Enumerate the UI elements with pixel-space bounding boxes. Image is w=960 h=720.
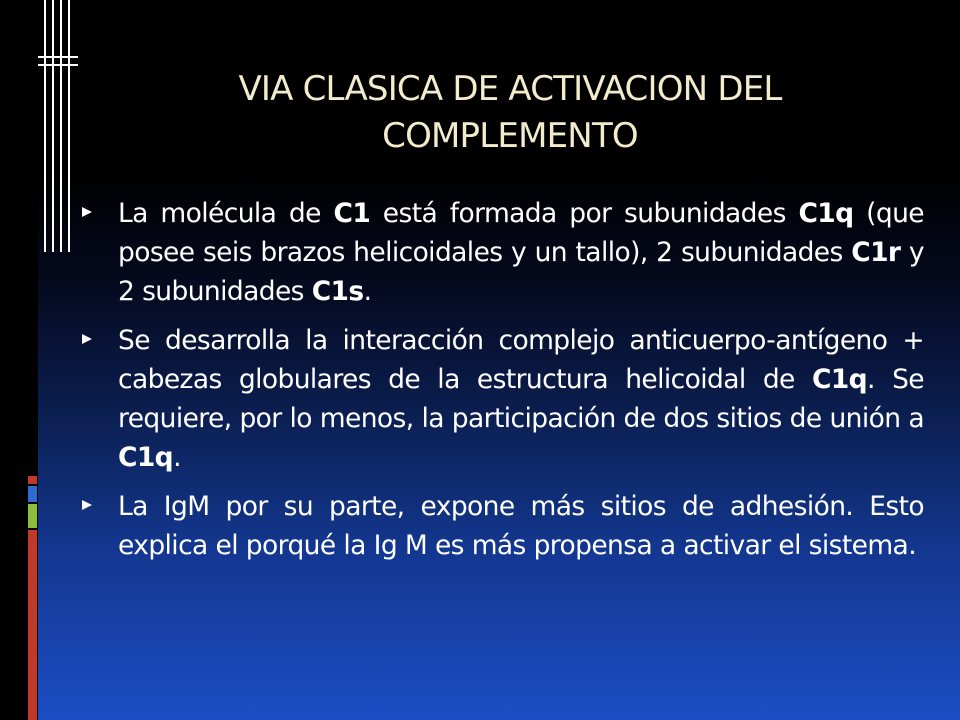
bullet-text — [118, 321, 924, 477]
text-run: y 2 subunidades — [118, 237, 924, 307]
text-run: está formada por subunidades — [370, 198, 799, 229]
accent-strip-red — [28, 530, 37, 720]
bold-term: C1q — [118, 442, 174, 473]
slide-title: VIA CLASICA DE ACTIVACION DEL COMPLEMENTO — [238, 69, 782, 156]
text-run: . Se requiere, por lo menos, la participación de dos sitios de unión a — [118, 364, 924, 434]
bullet-item — [82, 487, 924, 565]
accent-strip-red-top — [28, 476, 37, 484]
text-run: Se desarrolla la interacción complejo anticuerpo-antígeno + cabezas globulares de la estructura helicoidal de — [118, 325, 924, 395]
bold-term: C1q — [811, 364, 868, 395]
bold-term: C1r — [851, 237, 901, 268]
bold-term: C1s — [311, 276, 364, 307]
bold-term: C1q — [798, 198, 854, 229]
text-run: . — [363, 276, 372, 307]
bold-term: C1 — [333, 198, 371, 229]
bullet-marker-icon — [82, 207, 92, 217]
accent-strip-blue — [28, 486, 37, 502]
text-run: La molécula de — [118, 198, 334, 229]
text-run: (que posee seis brazos helicoidales y un tallo), 2 subunidades — [118, 198, 925, 268]
bullet-text — [118, 194, 924, 311]
bullet-item — [82, 194, 924, 311]
accent-strip-green — [28, 504, 37, 528]
bullet-item — [82, 321, 924, 477]
bullet-list — [82, 194, 924, 575]
bullet-text — [118, 487, 924, 565]
bullet-marker-icon — [82, 334, 92, 344]
bullet-marker-icon — [82, 500, 92, 510]
side-bar — [0, 0, 38, 720]
text-run: La IgM por su parte, expone más sitios de adhesión. Esto explica el porqué la Ig M es más propensa a activar el sistema. — [118, 491, 924, 561]
text-run: . — [173, 442, 181, 473]
